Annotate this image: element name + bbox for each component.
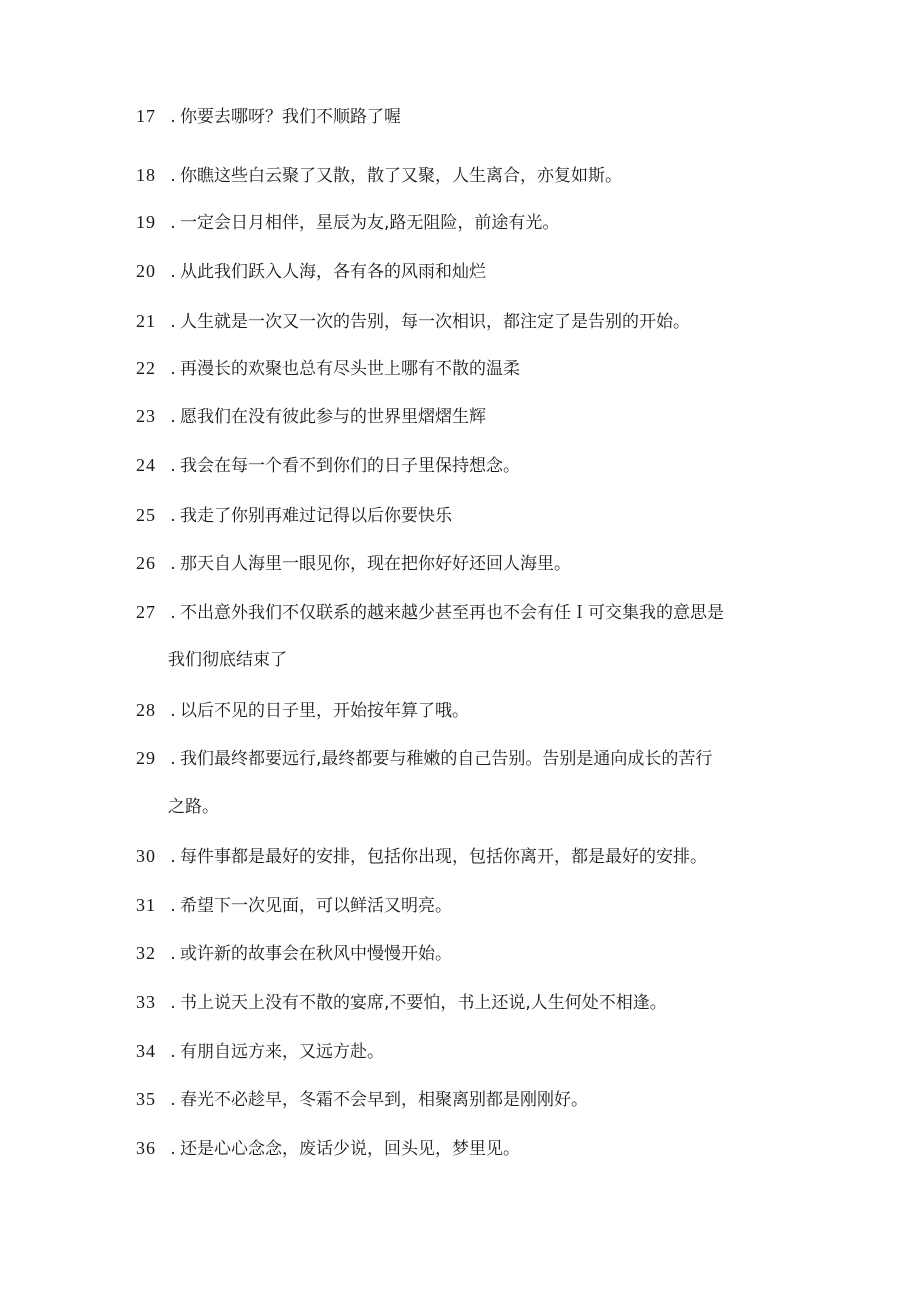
item-separator: .	[170, 749, 176, 769]
item-separator: .	[170, 213, 176, 233]
item-separator: .	[170, 262, 176, 282]
item-separator: .	[170, 456, 176, 476]
list-item	[136, 453, 796, 478]
item-text: 有朋自远方来，又远方赴。	[180, 1042, 384, 1062]
item-separator: .	[170, 312, 176, 332]
item-text: 我走了你别再难过记得以后你要快乐	[180, 506, 452, 526]
item-separator: .	[170, 107, 176, 127]
item-text: 愿我们在没有彼此参与的世界里熠熠生辉	[180, 407, 486, 427]
list-item	[136, 356, 796, 381]
item-text: 春光不必趁早，冬霜不会早到，相聚离别都是刚刚好。	[180, 1090, 588, 1110]
item-number: 19	[136, 212, 156, 232]
item-text: 希望下一次见面，可以鲜活又明亮。	[180, 896, 452, 916]
item-text: 我会在每一个看不到你们的日子里保持想念。	[180, 456, 520, 476]
item-number: 27	[136, 602, 156, 622]
item-number: 20	[136, 261, 156, 281]
list-item	[136, 404, 796, 429]
item-number: 22	[136, 358, 156, 378]
item-text: 不出意外我们不仅联系的越来越少甚至再也不会有任Ｉ可交集我的意思是	[180, 603, 724, 623]
list-item	[136, 503, 796, 528]
item-number: 26	[136, 553, 156, 573]
list-item	[136, 210, 796, 235]
item-separator: .	[170, 993, 176, 1013]
item-text: 那天自人海里一眼见你，现在把你好好还回人海里。	[180, 554, 571, 574]
list-item	[136, 259, 796, 284]
list-item	[136, 1136, 796, 1161]
item-text: 从此我们跃入人海，各有各的风雨和灿烂	[180, 262, 486, 282]
list-item	[136, 844, 796, 869]
item-text: 以后不见的日子里，开始按年算了哦。	[180, 701, 469, 721]
list-item	[136, 1039, 796, 1064]
item-separator: .	[170, 407, 176, 427]
item-number: 25	[136, 505, 156, 525]
list-item	[136, 104, 796, 129]
item-separator: .	[170, 847, 176, 867]
list-item	[136, 698, 796, 723]
list-item	[136, 551, 796, 576]
item-number: 28	[136, 700, 156, 720]
item-text: 你要去哪呀？我们不顺路了喔	[180, 107, 401, 127]
item-separator: .	[170, 1042, 176, 1062]
item-number: 29	[136, 748, 156, 768]
item-text: 还是心心念念，废话少说，回头见，梦里见。	[180, 1139, 520, 1159]
item-text: 每件事都是最好的安排，包括你出现，包括你离开，都是最好的安排。	[180, 847, 707, 867]
list-item	[136, 309, 796, 334]
item-text: 我们最终都要远行,最终都要与稚嫩的自己告别。告别是通向成长的苦行	[180, 749, 713, 769]
list-item	[136, 600, 796, 625]
list-item-continuation: 我们彻底结束了	[168, 650, 287, 670]
item-text: 再漫长的欢聚也总有尽头世上哪有不散的温柔	[180, 359, 520, 379]
item-separator: .	[170, 554, 176, 574]
item-separator: .	[170, 944, 176, 964]
list-item	[136, 1087, 796, 1112]
item-separator: .	[170, 1139, 176, 1159]
list-item	[136, 163, 796, 188]
item-separator: .	[170, 166, 176, 186]
item-number: 23	[136, 406, 156, 426]
item-text: 你瞧这些白云聚了又散，散了又聚，人生离合，亦复如斯。	[180, 166, 622, 186]
item-text: 或许新的故事会在秋风中慢慢开始。	[180, 944, 452, 964]
item-number: 32	[136, 943, 156, 963]
item-number: 34	[136, 1041, 156, 1061]
item-number: 24	[136, 455, 156, 475]
item-separator: .	[170, 359, 176, 379]
item-number: 33	[136, 992, 156, 1012]
item-number: 21	[136, 311, 156, 331]
item-separator: .	[170, 896, 176, 916]
item-separator: .	[170, 506, 176, 526]
list-item	[136, 941, 796, 966]
item-number: 30	[136, 846, 156, 866]
item-text: 一定会日月相伴，星辰为友,路无阻险，前途有光。	[180, 213, 560, 233]
item-number: 17	[136, 106, 156, 126]
item-number: 31	[136, 895, 156, 915]
list-item	[136, 990, 796, 1015]
item-text: 人生就是一次又一次的告别，每一次相识，都注定了是告别的开始。	[180, 312, 690, 332]
item-text: 书上说天上没有不散的宴席,不要怕，书上还说,人生何处不相逢。	[180, 993, 667, 1013]
item-separator: .	[170, 1090, 176, 1110]
item-separator: .	[170, 701, 176, 721]
list-item-continuation: 之路。	[168, 797, 219, 817]
item-number: 18	[136, 165, 156, 185]
item-number: 35	[136, 1089, 156, 1109]
item-separator: .	[170, 603, 176, 623]
item-number: 36	[136, 1138, 156, 1158]
list-item	[136, 746, 796, 771]
list-item	[136, 893, 796, 918]
